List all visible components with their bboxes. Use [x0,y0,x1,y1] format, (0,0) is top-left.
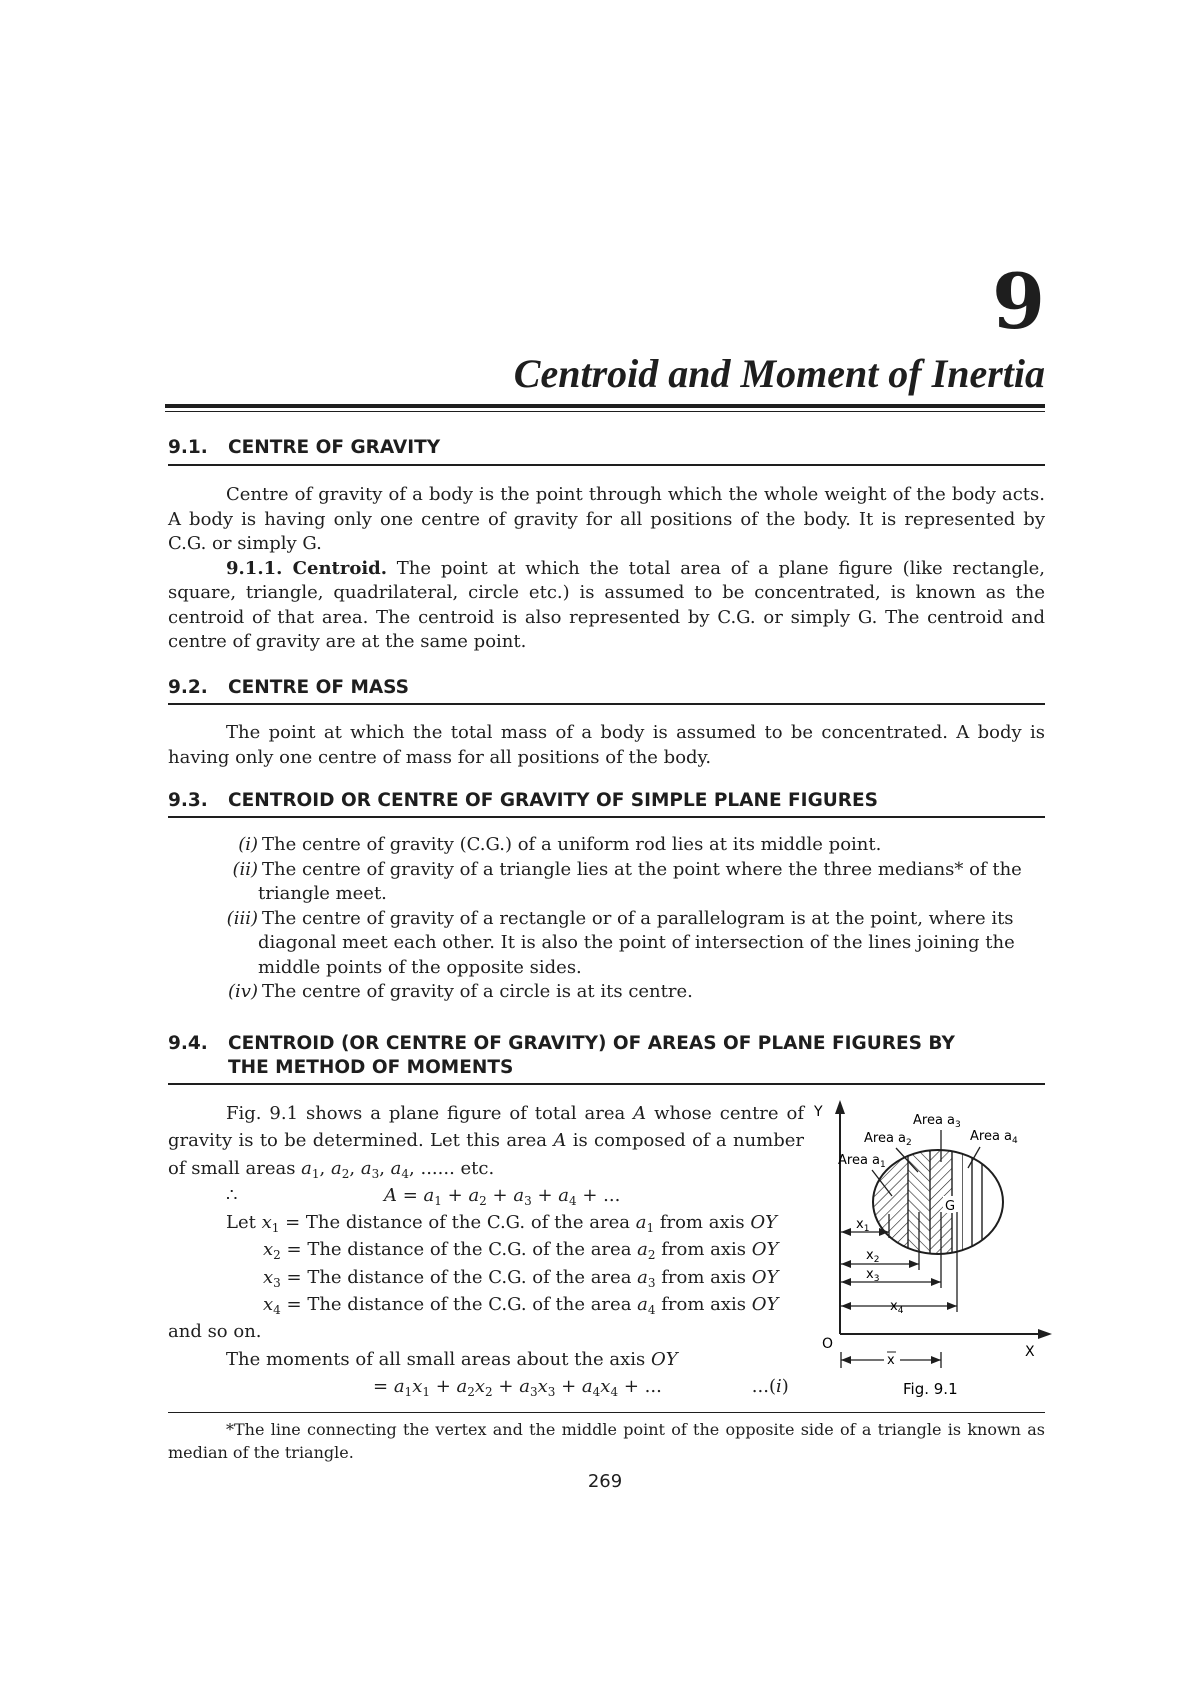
section-heading-9-4 [168,1032,1045,1080]
paragraph-text: The point at which the total area of a plane figure (like rectangle, square, triangle, quadrilateral, circle etc.) is assumed to be concentrated, is known as the centroid of that area. The centroid is also represented by C.G. or simply G. The centroid and centre of gravity are at the same point. [168,557,1045,652]
section-heading-9-2 [168,676,1045,700]
paragraph: The point at which the total mass of a body is assumed to be concentrated. A body is having only one centre of mass for all positions of the body. [168,722,1045,768]
distance-x4: $x_4$ = The distance of the C.G. of the area $a_4$ from axis OY [263,1294,779,1318]
x-axis-arrow [1038,1329,1052,1339]
label-x1: $x_1$ [856,1217,870,1234]
distance-x2: $x_2$ = The distance of the C.G. of the area $a_2$ from axis OY [263,1239,779,1263]
list-item [210,907,1045,981]
origin-label: O [822,1336,834,1352]
section-9-2-body [168,721,1045,770]
list-label: (iv) [228,981,258,1002]
distance-x1: Let $x_1$ = The distance of the C.G. of the area $a_1$ from axis OY [226,1212,777,1236]
label-area-a4: Area $a_4$ [970,1129,1018,1146]
moments-text: The moments of all small areas about the axis OY [226,1348,678,1370]
distance-x3: $x_3$ = The distance of the C.G. of the area $a_3$ from axis OY [263,1266,779,1290]
paragraph: Fig. 9.1 shows a plane figure of total area A whose centre of gravity is to be determined. Let this area A is composed of a number of small areas $a_1$, $a_2$, $a_3$, $a_4$, ...... etc. [168,1103,805,1181]
label-area-a2: Area $a_2$ [864,1131,912,1148]
moment-equation: = $a_1x_1 + a_2x_2 + a_3x_3 + a_4x_4$ + ... ...(i) [373,1375,789,1399]
list-text: The centre of gravity of a rectangle or of a parallelogram is at the point, where its diagonal meet each other. It is also the point of intersection of the lines joining the middle points of the opposite sides. [258,907,1015,978]
list-text: The centre of gravity of a circle is at its centre. [262,981,693,1002]
title-rule-thin [165,411,1045,412]
subsection-lead: 9.1.1. Centroid. [226,557,388,579]
section-title: CENTROID OR CENTRE OF GRAVITY OF SIMPLE PLANE FIGURES [228,790,878,811]
section-9-1-body [168,483,1045,655]
title-rule [165,404,1045,408]
section-title: CENTRE OF GRAVITY [228,437,441,458]
section-title: CENTROID (OR CENTRE OF GRAVITY) OF AREAS OF PLANE FIGURES BY [228,1033,955,1054]
label-area-a1: Area $a_1$ [838,1153,886,1170]
section-rule [168,703,1045,705]
page-number: 269 [587,1471,623,1492]
section-number: 9.2. [168,677,208,698]
label-G: G [945,1199,956,1214]
label-x3: $x_3$ [866,1267,880,1284]
figure-9-1 [810,1092,1055,1402]
section-number: 9.1. [168,437,208,458]
footnote [168,1418,1045,1464]
label-xbar: x [887,1353,895,1368]
x-axis-label: X [1025,1344,1035,1360]
list-item [210,858,1045,907]
y-axis-arrow [835,1100,845,1114]
paragraph: Centre of gravity of a body is the point through which the whole weight of the body acts. A body is having only one centre of gravity for all positions of the body. It is represented by C.G. or simply G. [168,484,1045,554]
section-title-line2: THE METHOD OF MOMENTS [228,1057,514,1078]
section-rule [168,464,1045,466]
section-heading-9-1 [168,436,1045,460]
label-area-a3: Area $a_3$ [913,1113,961,1130]
section-rule [168,816,1045,818]
list-label: (i) [238,834,258,855]
figure-caption: Fig. 9.1 [903,1380,958,1398]
section-number: 9.3. [168,790,208,811]
y-axis-label: Y [814,1104,823,1120]
equation-A: ∴ $A = a_1 + a_2 + a_3 + a_4$ + ... [226,1184,621,1208]
list-text: The centre of gravity (C.G.) of a uniform rod lies at its middle point. [262,834,882,855]
list-label: (ii) [232,858,258,880]
list-item [210,980,1045,1005]
section-9-4-body [168,1100,804,1400]
list-text: The centre of gravity of a triangle lies at the point where the three medians* of the triangle meet. [258,858,1022,904]
footnote-text: *The line connecting the vertex and the middle point of the opposite side of a triangle is known as median of the triangle. [168,1420,1045,1462]
and-so-on: and so on. [168,1321,262,1343]
chapter-title: Centroid and Moment of Inertia [513,351,1045,396]
section-number: 9.4. [168,1033,208,1054]
list-label: (iii) [226,907,258,929]
footnote-rule [168,1412,1045,1413]
paragraph-centroid [168,557,1045,655]
list-item [210,833,1045,858]
section-rule [168,1083,1045,1085]
chapter-number: 9 [992,257,1045,346]
list [210,833,1045,1005]
section-heading-9-3 [168,789,1045,813]
label-x2: $x_2$ [866,1248,880,1265]
label-x4: $x_4$ [890,1299,904,1316]
section-title: CENTRE OF MASS [228,677,409,698]
